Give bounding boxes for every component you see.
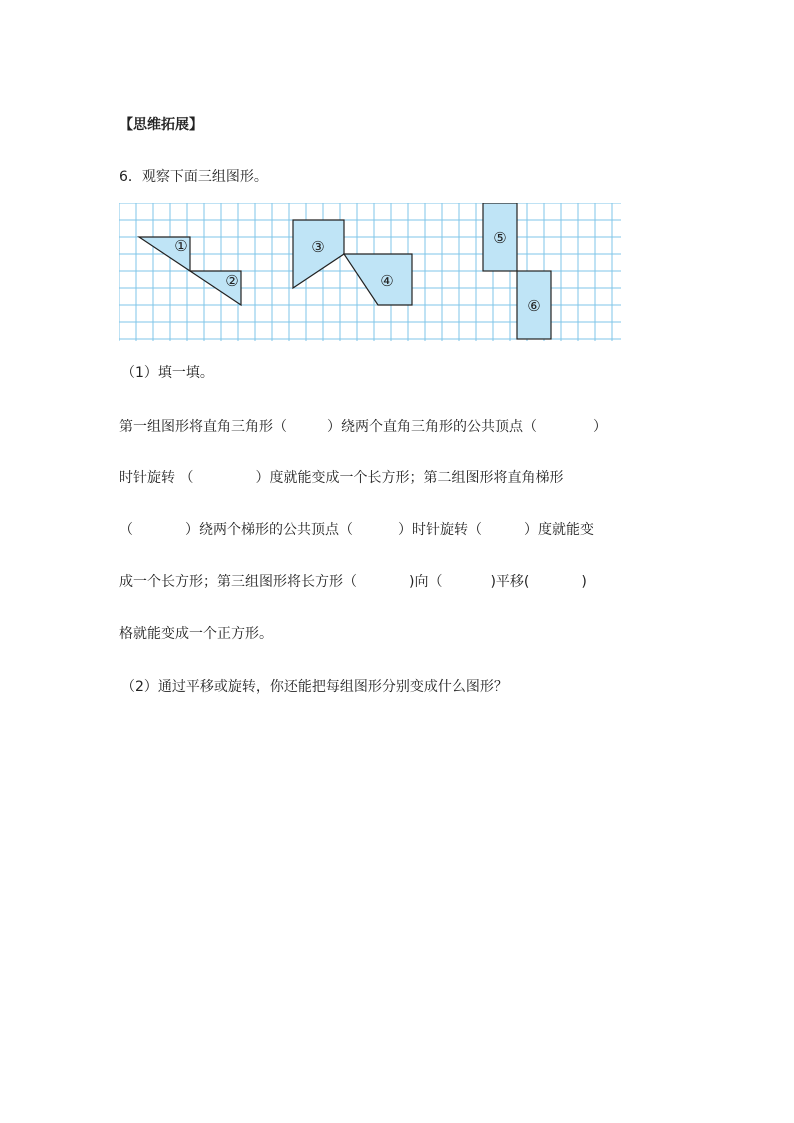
section-title: 【思维拓展】 (119, 117, 203, 133)
fill-line-5: 格就能变成一个正方形。 (119, 626, 273, 642)
part2-question: （2）通过平移或旋转，你还能把每组图形分别变成什么图形？ (121, 679, 508, 695)
shape-label-5: ⑤ (493, 229, 507, 247)
fill-line-4: 成一个长方形；第三组图形将长方形（ )向（ )平移( ) (119, 574, 587, 590)
problem-statement: 6．观察下面三组图形。 (119, 169, 268, 185)
part1-label: （1）填一填。 (121, 365, 214, 381)
fill-line-2: 时针旋转 （ ）度就能变成一个长方形；第二组图形将直角梯形 (119, 470, 564, 486)
shape-grid-figure (119, 203, 621, 341)
shape-label-4: ④ (380, 272, 394, 290)
shape-label-6: ⑥ (527, 297, 541, 315)
fill-line-1: 第一组图形将直角三角形（ ）绕两个直角三角形的公共顶点（ ） (119, 419, 607, 435)
shape-label-3: ③ (311, 238, 325, 256)
shape-4 (344, 254, 412, 305)
fill-line-3: （ ）绕两个梯形的公共顶点（ ）时针旋转（ ）度就能变 (119, 522, 594, 538)
shape-label-1: ① (174, 237, 188, 255)
shape-label-2: ② (225, 272, 239, 290)
